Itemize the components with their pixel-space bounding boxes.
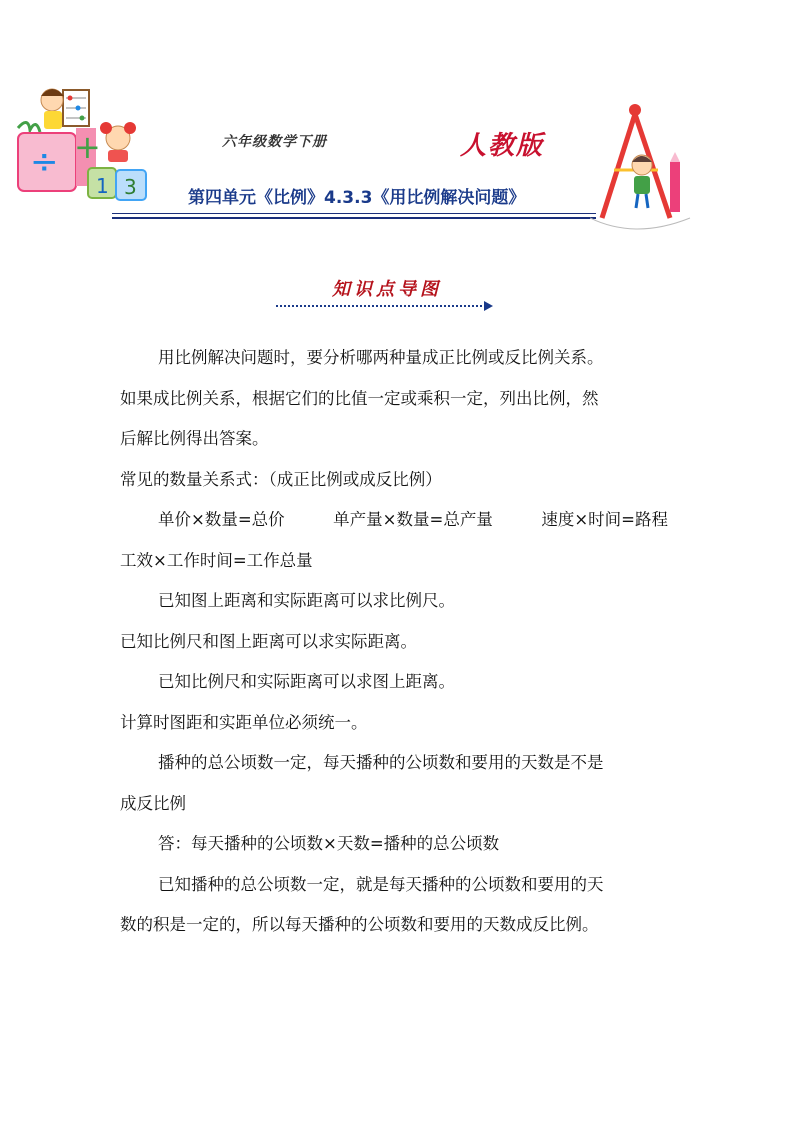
edition-label: 人教版 (460, 131, 545, 161)
compass-and-pencil-icon (590, 100, 700, 230)
formula-yield: 单产量×数量=总产量 (333, 510, 493, 529)
paragraph: 数的积是一定的，所以每天播种的公顷数和要用的天数成反比例。 (120, 915, 599, 934)
formula-price: 单价×数量=总价 (158, 510, 285, 529)
svg-text:+: + (74, 128, 101, 166)
svg-text:3: 3 (124, 175, 137, 199)
page-header (0, 0, 794, 240)
paragraph: 常见的数量关系式：（成正比例或成反比例） (120, 469, 442, 489)
paragraph: 成反比例 (120, 793, 186, 813)
paragraph: 后解比例得出答案。 (120, 429, 269, 448)
section-dotted-line (276, 305, 486, 307)
paragraph: 用比例解决问题时，要分析哪两种量成正比例或反比例关系。 (158, 348, 604, 367)
answer-paragraph: 答：每天播种的公顷数×天数=播种的总公顷数 (158, 834, 500, 853)
paragraph: 播种的总公顷数一定，每天播种的公顷数和要用的天数是不是 (158, 753, 604, 772)
header-rule-thick (112, 217, 596, 219)
kids-with-number-blocks-icon (8, 78, 158, 218)
unit-title: 第四单元《比例》4.3.3《用比例解决问题》 (188, 188, 526, 208)
paragraph: 已知比例尺和实际距离可以求图上距离。 (158, 672, 455, 691)
paragraph: 已知比例尺和图上距离可以求实际距离。 (120, 631, 417, 651)
grade-label: 六年级数学下册 (222, 134, 327, 150)
svg-text:÷: ÷ (30, 142, 59, 182)
paragraph: 已知图上距离和实际距离可以求比例尺。 (158, 591, 455, 610)
arrow-right-icon (484, 301, 493, 311)
formula-speed: 速度×时间=路程 (541, 510, 668, 529)
paragraph: 计算时图距和实距单位必须统一。 (120, 712, 368, 732)
content-body (120, 338, 668, 946)
paragraph: 已知播种的总公顷数一定，就是每天播种的公顷数和要用的天 (158, 874, 604, 894)
formula-line (120, 500, 668, 541)
section-title: 知识点导图 (332, 279, 442, 300)
paragraph: 工效×工作时间=工作总量 (120, 550, 313, 570)
paragraph: 如果成比例关系，根据它们的比值一定或乘积一定，列出比例，然 (120, 388, 599, 408)
header-rule-thin (112, 213, 596, 214)
svg-text:1: 1 (96, 174, 109, 198)
